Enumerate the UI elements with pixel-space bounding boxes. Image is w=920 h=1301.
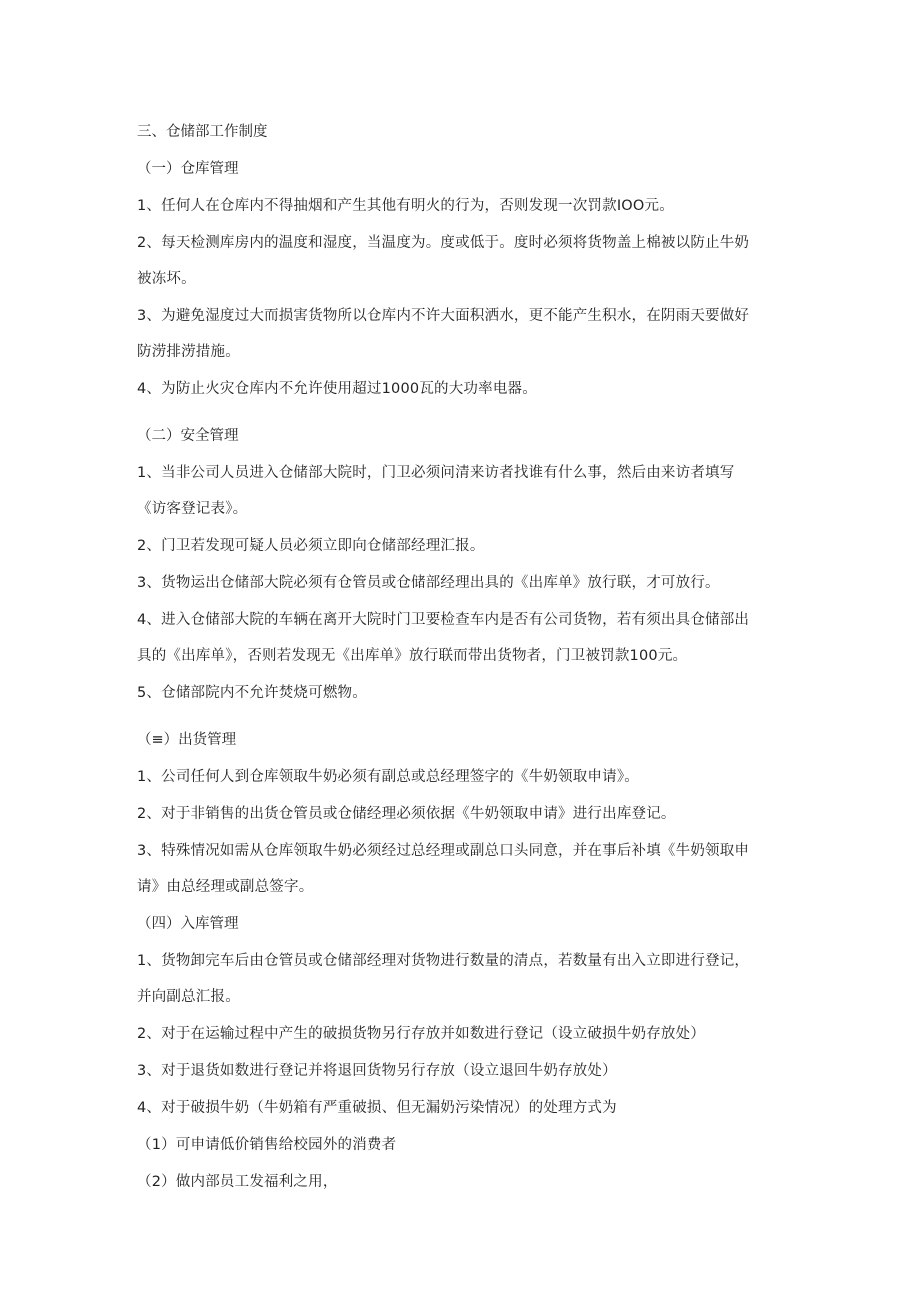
section-heading-safety: （二）安全管理 bbox=[137, 428, 239, 444]
paragraph-line: （2）做内部员工发福利之用， bbox=[137, 1174, 338, 1190]
paragraph-line: 4、对于破损牛奶（牛奶箱有严重破损、但无漏奶污染情况）的处理方式为 bbox=[137, 1100, 617, 1116]
paragraph-line: 2、对于非销售的出货仓管员或仓储经理必须依据《牛奶领取申请》进行出库登记。 bbox=[137, 806, 676, 822]
paragraph-line: 请》由总经理或副总签字。 bbox=[137, 879, 314, 895]
paragraph-line: 2、对于在运输过程中产生的破损货物另行存放并如数进行登记（设立破损牛奶存放处） bbox=[137, 1026, 706, 1042]
paragraph-line: 1、任何人在仓库内不得抽烟和产生其他有明火的行为，否则发现一次罚款IOO元。 bbox=[137, 198, 674, 214]
section-spacer bbox=[137, 712, 787, 722]
paragraph-line: （1）可申请低价销售给校园外的消费者 bbox=[137, 1137, 397, 1153]
paragraph-line: 5、仓储部院内不允许焚烧可燃物。 bbox=[137, 685, 367, 701]
paragraph-line: 1、公司任何人到仓库领取牛奶必须有副总或总经理签字的《牛奶领取申请》。 bbox=[137, 769, 639, 785]
paragraph-line: 3、货物运出仓储部大院必须有仓管员或仓储部经理出具的《出库单》放行联，才可放行。 bbox=[137, 575, 720, 591]
document-body bbox=[137, 114, 787, 1201]
paragraph-line: 2、门卫若发现可疑人员必须立即向仓储部经理汇报。 bbox=[137, 538, 485, 554]
paragraph-line: 3、为避免湿度过大而损害货物所以仓库内不许大面积洒水，更不能产生积水，在阴雨天要做好 bbox=[137, 308, 750, 324]
document-title: 三、仓储部工作制度 bbox=[137, 124, 268, 140]
section-heading-warehouse: （一）仓库管理 bbox=[137, 161, 239, 177]
paragraph-line: 4、进入仓储部大院的车辆在离开大院时门卫要检查车内是否有公司货物，若有须出具仓储部出 bbox=[137, 612, 750, 628]
section-heading-shipping: （≡）出货管理 bbox=[137, 732, 237, 748]
paragraph-line: 《访客登记表》。 bbox=[137, 501, 248, 517]
paragraph-line: 2、每天检测库房内的温度和湿度，当温度为。度或低于。度时必须将货物盖上棉被以防止牛奶 bbox=[137, 235, 750, 251]
paragraph-line: 具的《出库单》，否则若发现无《出库单》放行联而带出货物者，门卫被罚款100元。 bbox=[137, 648, 688, 664]
paragraph-line: 3、特殊情况如需从仓库领取牛奶必须经过总经理或副总口头同意，并在事后补填《牛奶领取申 bbox=[137, 843, 750, 859]
paragraph-line: 1、当非公司人员进入仓储部大院时，门卫必须问清来访者找谁有什么事，然后由来访者填写 bbox=[137, 465, 735, 481]
section-heading-receiving: （四）入库管理 bbox=[137, 916, 239, 932]
paragraph-line: 被冻坏。 bbox=[137, 271, 196, 287]
section-spacer bbox=[137, 408, 787, 418]
paragraph-line: 4、为防止火灾仓库内不允许使用超过1000瓦的大功率电器。 bbox=[137, 381, 537, 397]
paragraph-line: 防涝排涝措施。 bbox=[137, 344, 240, 360]
paragraph-line: 并向副总汇报。 bbox=[137, 989, 240, 1005]
paragraph-line: 3、对于退货如数进行登记并将退回货物另行存放（设立退回牛奶存放处） bbox=[137, 1063, 617, 1079]
paragraph-line: 1、货物卸完车后由仓管员或仓储部经理对货物进行数量的清点，若数量有出入立即进行登记， bbox=[137, 953, 750, 969]
